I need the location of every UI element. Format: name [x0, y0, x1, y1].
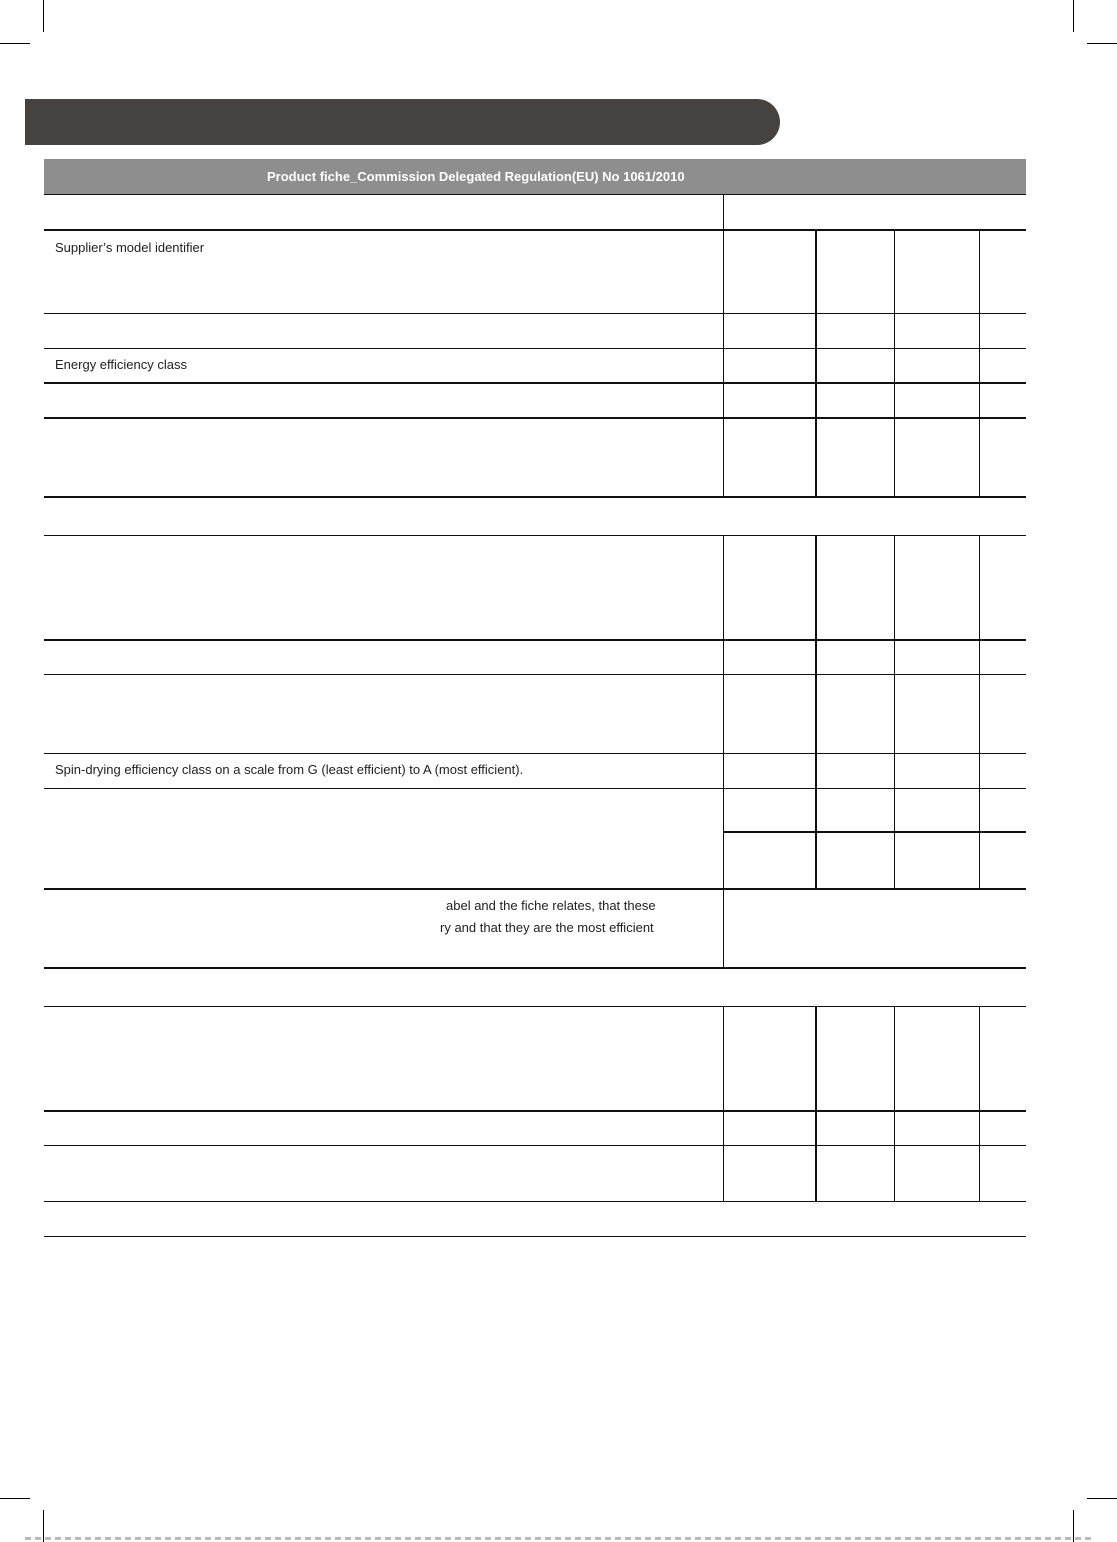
column-divider: [979, 229, 980, 496]
row-divider: [44, 535, 1026, 536]
column-divider: [815, 535, 817, 888]
row-label-spin-class: Spin-drying efficiency class on a scale from G (least efficient) to A (most efficient).: [55, 762, 524, 777]
row-divider: [44, 1236, 1026, 1237]
row-divider: [44, 313, 1026, 314]
column-divider: [894, 535, 895, 888]
crop-mark-top-right-v: [1073, 0, 1074, 32]
sub-row-divider: [724, 831, 1026, 833]
column-divider: [894, 1006, 895, 1201]
table-title: Product fiche_Commission Delegated Regulation(EU) No 1061/2010: [267, 169, 685, 184]
row-divider: [44, 639, 1026, 641]
row-divider: [44, 967, 1026, 969]
crop-mark-top-left-h: [0, 43, 30, 44]
row-divider: [44, 1006, 1026, 1007]
crop-mark-top-right-h: [1087, 43, 1117, 44]
row-divider: [44, 382, 1026, 384]
bottom-registration-strip: [25, 1537, 1095, 1540]
column-divider: [723, 1006, 724, 1201]
table-title-bar: [44, 159, 1026, 194]
row-divider: [44, 1145, 1026, 1146]
row-divider: [44, 496, 1026, 498]
row-divider: [44, 1110, 1026, 1112]
section-header-banner: [25, 99, 780, 145]
row-divider: [44, 788, 1026, 789]
column-divider: [979, 535, 980, 888]
crop-mark-top-left-v: [43, 0, 44, 32]
column-divider: [894, 229, 895, 496]
row-divider: [44, 348, 1026, 349]
row-divider: [44, 888, 1026, 890]
row-divider: [44, 1201, 1026, 1202]
column-divider: [723, 194, 724, 496]
column-divider: [815, 229, 817, 496]
declaration-text-line-2: ry and that they are the most efficient: [440, 920, 654, 935]
row-label-energy-class: Energy efficiency class: [55, 357, 187, 372]
column-divider: [979, 1006, 980, 1201]
row-divider: [44, 753, 1026, 754]
row-divider: [44, 194, 1026, 195]
crop-mark-bottom-right-h: [1087, 1498, 1117, 1499]
row-label-model-identifier: Supplier’s model identifier: [55, 240, 205, 255]
row-divider: [44, 417, 1026, 419]
declaration-text-line-1: abel and the fiche relates, that these: [446, 898, 656, 913]
crop-mark-bottom-left-h: [0, 1498, 30, 1499]
column-divider: [723, 535, 724, 967]
row-divider: [44, 674, 1026, 675]
column-divider: [815, 1006, 817, 1201]
row-divider: [44, 229, 1026, 231]
